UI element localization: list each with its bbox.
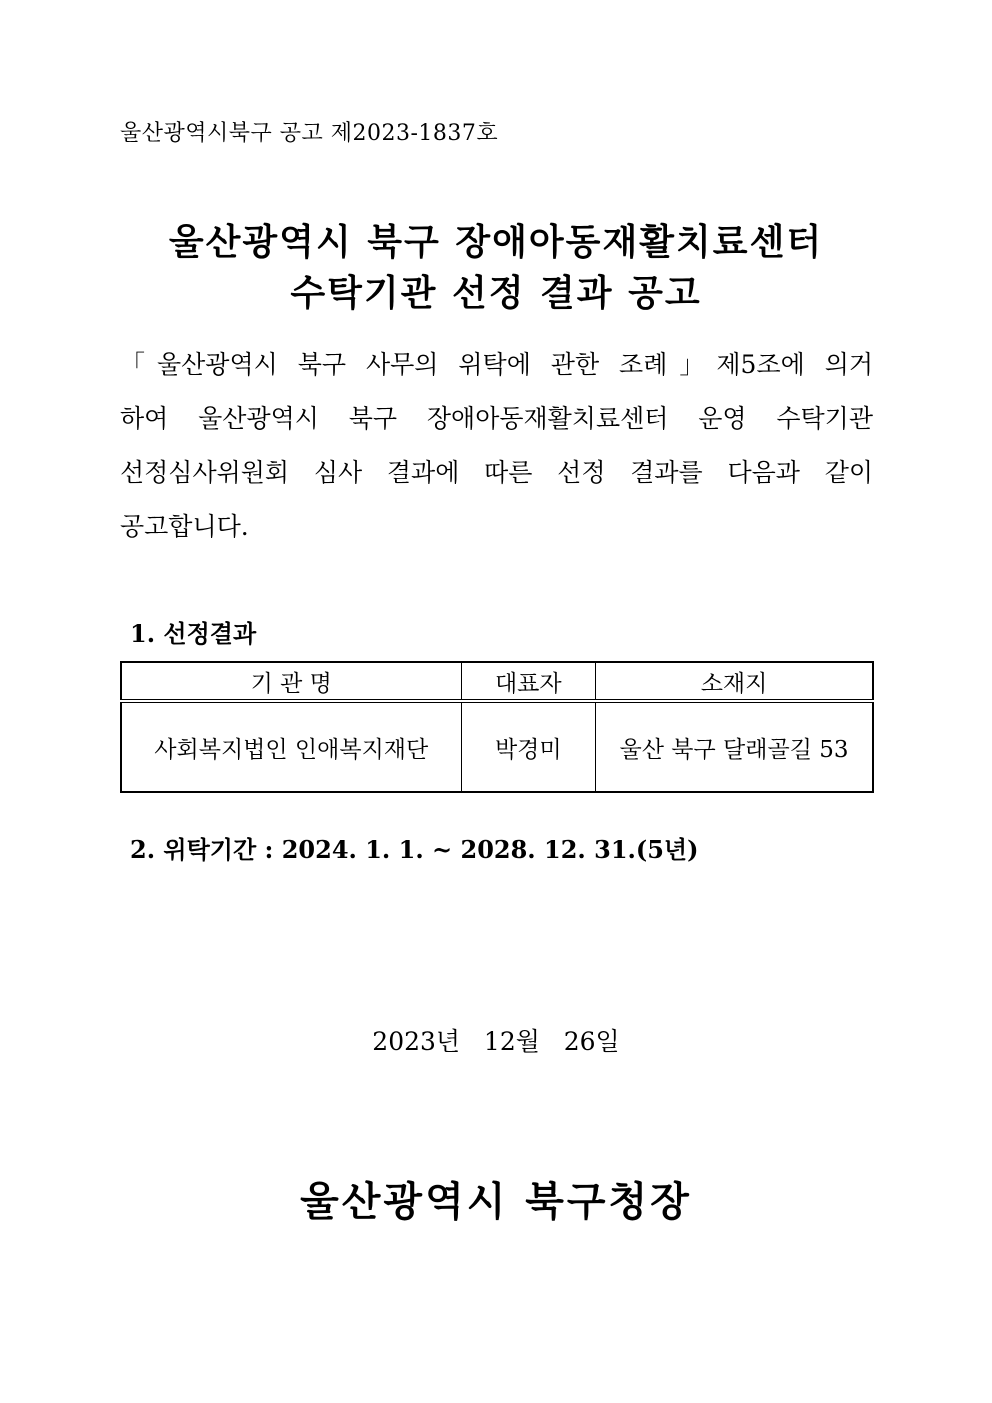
notice-number: 울산광역시북구 공고 제2023-1837호 bbox=[120, 121, 499, 146]
section-heading-contract-period: 2. 위탁기간 : 2024. 1. 1. ~ 2028. 12. 31.(5년) bbox=[130, 835, 699, 864]
body-text-line-4: 공고합니다. bbox=[120, 512, 249, 541]
header-representative: 대표자 bbox=[461, 662, 596, 701]
document-title-line-2: 수탁기관 선정 결과 공고 bbox=[290, 272, 702, 314]
header-organization: 기 관 명 bbox=[121, 662, 461, 701]
cell-location: 울산 북구 달래골길 53 bbox=[596, 701, 873, 792]
table-header-row bbox=[121, 662, 873, 701]
body-text-line-1: 「울산광역시 북구 사무의 위탁에 관한 조례」제5조에 의거 bbox=[120, 350, 873, 379]
body-text-line-2: 하여 울산광역시 북구 장애아동재활치료센터 운영 수탁기관 bbox=[120, 404, 873, 433]
cell-representative: 박경미 bbox=[461, 701, 596, 792]
body-text-line-3: 선정심사위원회 심사 결과에 따른 선정 결과를 다음과 같이 bbox=[120, 458, 873, 487]
notice-date: 2023년 12월 26일 bbox=[372, 1027, 620, 1056]
table-row bbox=[121, 701, 873, 792]
selection-result-table bbox=[120, 661, 874, 793]
cell-organization: 사회복지법인 인애복지재단 bbox=[121, 701, 461, 792]
header-location: 소재지 bbox=[596, 662, 873, 701]
document-title-line-1: 울산광역시 북구 장애아동재활치료센터 bbox=[168, 221, 824, 263]
issuer-signature: 울산광역시 북구청장 bbox=[300, 1178, 692, 1225]
section-heading-selection-result: 1. 선정결과 bbox=[130, 619, 257, 648]
